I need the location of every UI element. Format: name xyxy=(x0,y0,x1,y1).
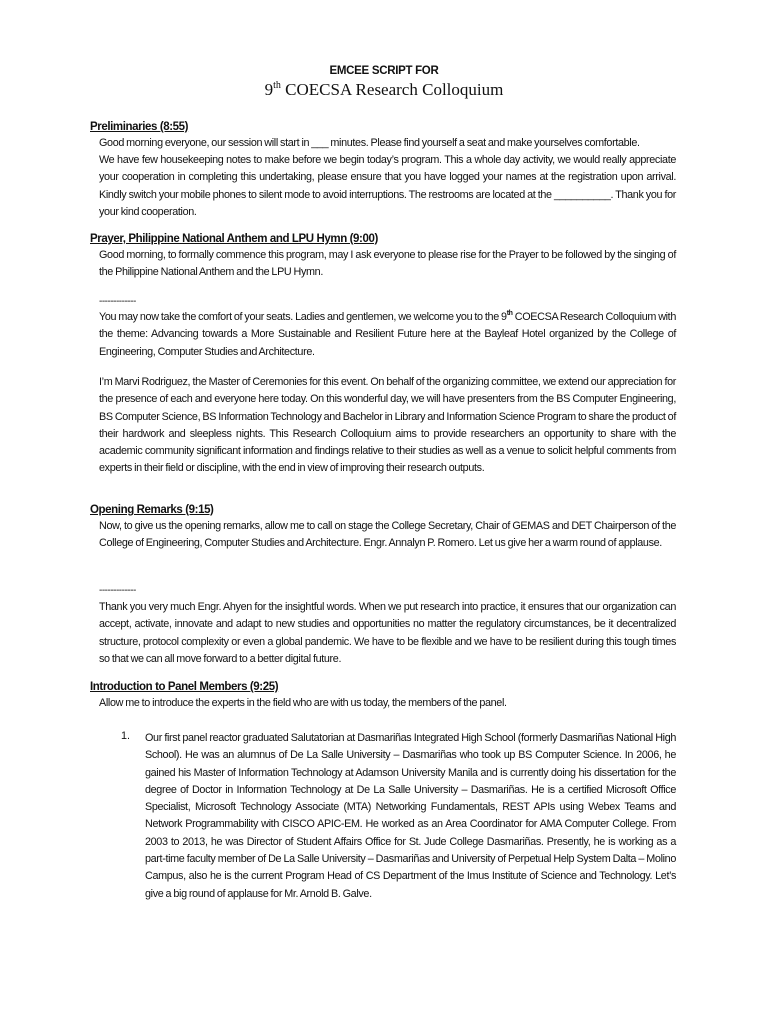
prayer-paragraph-1: Good morning, to formally commence this program, may I ask everyone to please rise for the Prayer to be followed by the singing of the Philippine National Anthem and the LPU Hymn. xyxy=(99,249,676,279)
prayer-paragraph-3: I’m Marvi Rodriguez, the Master of Ceremonies for this event. On behalf of the organizing committee, we extend our appreciation for the presence of each and everyone here today. On this wonderful day, we will have presenters from the BS Computer Engineering, BS Computer Science, BS Information Technology and Bachelor in Library and Information Science Program to share the product of their hardwork and sleepless nights. This Research Colloquium aims to provide researchers an opportunity to share with the academic community significant information and findings relative to their studies as well as a venue to solicit helpful comments from experts in their field or discipline, with the end in view of improving their research outputs. xyxy=(99,376,676,475)
script-label: EMCEE SCRIPT FOR xyxy=(329,65,439,77)
heading-prayer: Prayer, Philippine National Anthem and LPU Hymn (9:00) xyxy=(90,233,378,245)
heading-opening-remarks: Opening Remarks (9:15) xyxy=(90,504,214,516)
list-item-number: 1. xyxy=(121,730,131,742)
opening-paragraph-2: Thank you very much Engr. Ahyen for the insightful words. When we put research into practice, it ensures that our organization can accept, activate, innovate and adapt to new studies and opportunities no matter the regulatory circumstances, be it decentralized structure, protocol complexity or even a global pandemic. We have to be flexible and we have to be resilient during this tough times so that we can all move forward to a better digital future. xyxy=(99,601,676,665)
opening-paragraph-1: Now, to give us the opening remarks, allow me to call on stage the College Secretary, Chair of GEMAS and DET Chairperson of the College of Engineering, Computer Studies and Architecture. Engr. Annalyn P. Romero. Let us give her a warm round of applause. xyxy=(99,520,676,550)
list-item: Our first panel reactor graduated Salutatorian at Dasmariñas Integrated High School (formerly Dasmariñas National High School). He was an alumnus of De La Salle University – Dasmariñas who took up BS Computer Science. In 2006, he gained his Master of Information Technology at Adamson University Manila and is currently doing his dissertation for the degree of Doctor in Information Technology at De La Salle University – Dasmariñas. He is a certified Microsoft Office Specialist, Microsoft Technology Associate (MTA) Networking Fundamentals, REST APIs using Webex Teams and Network Programmability with CISCO APIC-EM. He worked as an Area Coordinator for AMA Computer College. From 2003 to 2013, he was Director of Student Affairs Office for St. Jude College Dasmariñas. Presently, he is working as a part-time faculty member of De La Salle University – Dasmariñas and University of Perpetual Help System Dalta – Molino Campus, also he is the current Program Head of CS Department of the Imus Institute of Science and Technology. Let’s give a big round of applause for Mr. Arnold B. Galve. xyxy=(145,732,676,900)
heading-preliminaries: Preliminaries (8:55) xyxy=(90,121,189,133)
separator-line: ------------- xyxy=(99,296,136,307)
panel-paragraph-1: Allow me to introduce the experts in the field who are with us today, the members of the panel. xyxy=(99,697,507,709)
document-title: 9th COECSA Research Colloquium xyxy=(264,80,504,99)
preliminaries-paragraph-2: We have few housekeeping notes to make before we begin today’s program. This a whole day activity, we would really appreciate your cooperation in completing this undertaking, please ensure that you have logged your names at the registration upon arrival. Kindly switch your mobile phones to silent mode to avoid interruptions. The restrooms are located at the __________. Thank you for your kind cooperation. xyxy=(99,154,676,218)
preliminaries-paragraph-1: Good morning everyone, our session will start in ___ minutes. Please find yourself a seat and make yourselves comfortable. xyxy=(99,137,640,149)
separator-line: ------------- xyxy=(99,585,136,596)
heading-panel-members: Introduction to Panel Members (9:25) xyxy=(90,681,279,693)
prayer-paragraph-2: You may now take the comfort of your seats. Ladies and gentlemen, we welcome you to the 9th COECSA Research Colloquium with the theme: Advancing towards a More Sustainable and Resilient Future here at the Bayleaf Hotel organized by the College of Engineering, Computer Studies and Architecture. xyxy=(99,310,676,358)
